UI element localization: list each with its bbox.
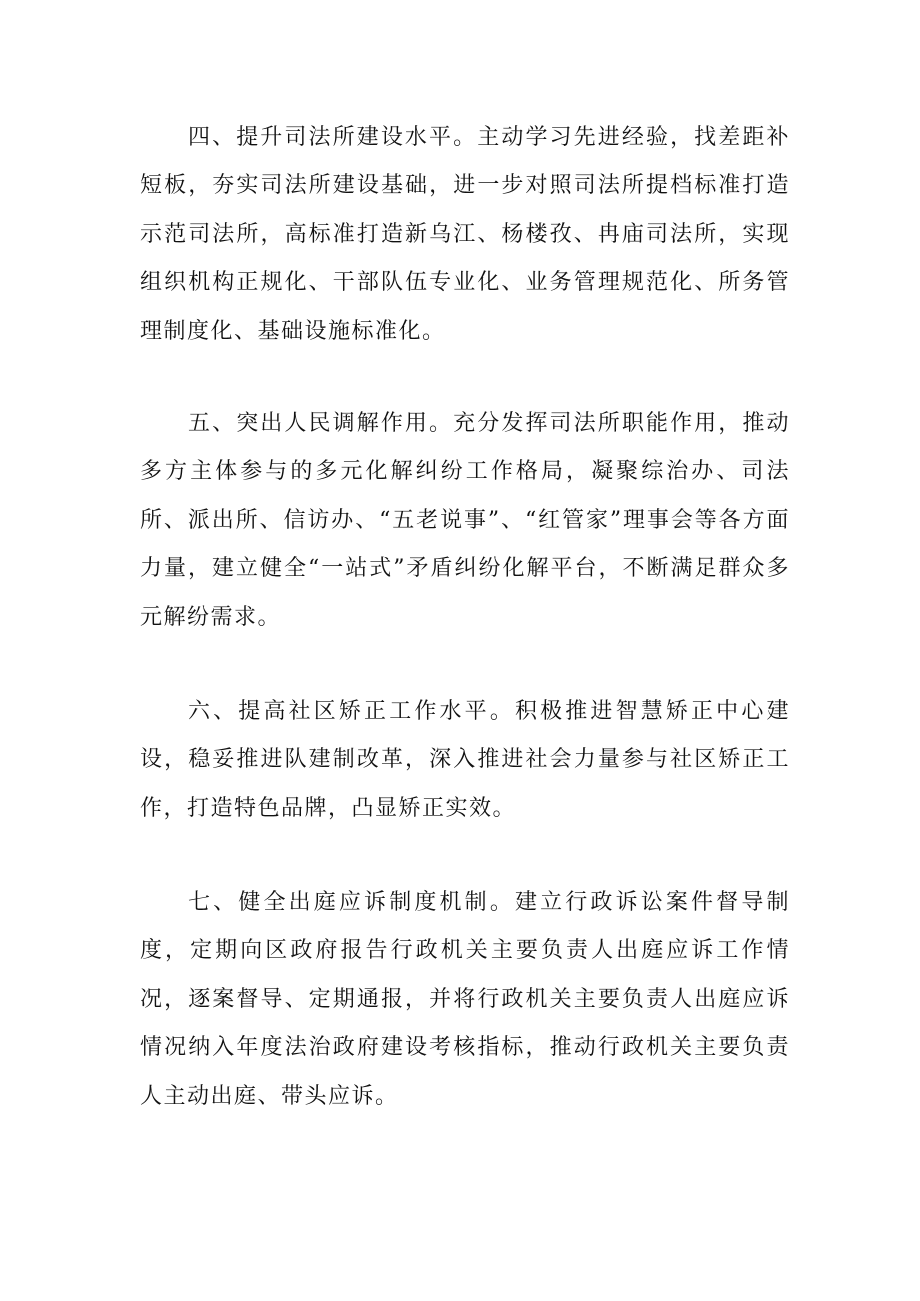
- paragraph-people-mediation: 五、突出人民调解作用。充分发挥司法所职能作用，推动多方主体参与的多元化解纠纷工作格局，凝聚综治办、司法所、派出所、信访办、“五老说事”、“红管家”理事会等各方面力量，建立健全“一站式”矛盾纠纷化解平台，不断满足群众多元解纷需求。: [140, 411, 790, 630]
- paragraph-court-appearance-system: 七、健全出庭应诉制度机制。建立行政诉讼案件督导制度，定期向区政府报告行政机关主要负责人出庭应诉工作情况，逐案督导、定期通报，并将行政机关主要负责人出庭应诉情况纳入年度法治政府建设考核指标，推动行政机关主要负责人主动出庭、带头应诉。: [140, 890, 790, 1109]
- paragraph-community-correction: 六、提高社区矫正工作水平。积极推进智慧矫正中心建设，稳妥推进队建制改革，深入推进社会力量参与社区矫正工作，打造特色品牌，凸显矫正实效。: [140, 699, 790, 821]
- paragraph-judicial-office-construction: 四、提升司法所建设水平。主动学习先进经验，找差距补短板，夯实司法所建设基础，进一步对照司法所提档标准打造示范司法所，高标准打造新乌江、杨楼孜、冉庙司法所，实现组织机构正规化、干部队伍专业化、业务管理规范化、所务管理制度化、基础设施标准化。: [140, 125, 790, 344]
